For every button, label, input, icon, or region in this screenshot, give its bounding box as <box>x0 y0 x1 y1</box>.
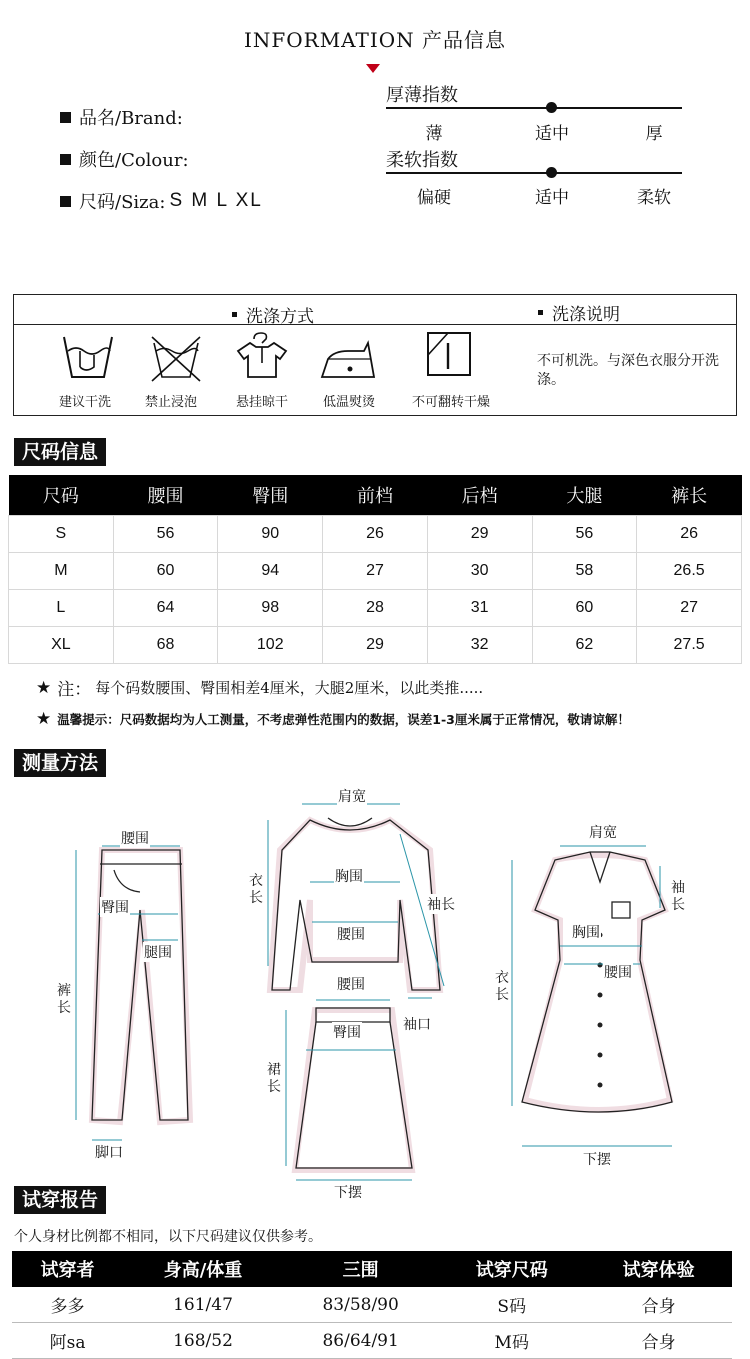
wash-note-title: 洗涤说明 <box>552 305 620 325</box>
size-options: S M L XL <box>169 190 263 211</box>
softness-index-title: 柔软指数 <box>386 150 458 171</box>
wash-label-low-iron: 低温熨烫 <box>322 395 375 410</box>
table-cell: 83/58/90 <box>283 1287 438 1323</box>
skirt-hip-label: 臀围 <box>332 1022 362 1042</box>
wash-label-dry-clean: 建议干洗 <box>58 395 111 410</box>
table-cell: 60 <box>532 590 637 627</box>
thickness-label-medium: 适中 <box>535 124 569 144</box>
top-cuff-label: 袖口 <box>402 1014 432 1034</box>
measure-heading: 测量方法 <box>14 749 106 777</box>
no-soak-icon <box>146 333 206 385</box>
size-info-heading: 尺码信息 <box>14 438 106 466</box>
dress-hem-label: 下摆 <box>582 1149 612 1169</box>
bullet-square-icon <box>60 196 71 207</box>
wash-label-no-soak: 禁止浸泡 <box>144 395 197 410</box>
softness-label-soft: 柔软 <box>637 188 671 208</box>
page-title: INFORMATION 产品信息 <box>243 28 507 52</box>
table-row <box>9 516 742 553</box>
table-cell: 26 <box>637 516 742 553</box>
top-sleeve-label: 袖长 <box>426 894 456 914</box>
table-row <box>9 590 742 627</box>
table-cell: 26.5 <box>637 553 742 590</box>
table-cell: 29 <box>323 627 428 664</box>
table-cell: 64 <box>113 590 218 627</box>
dress-sleeve-label: 袖长 <box>671 880 685 913</box>
table-cell: 合身 <box>585 1287 732 1323</box>
table-cell: M码 <box>438 1323 585 1359</box>
size-note-2 <box>36 709 630 729</box>
softness-label-medium: 适中 <box>535 188 569 208</box>
table-cell: 68 <box>113 627 218 664</box>
wash-note-heading <box>538 300 620 325</box>
table-cell: S <box>9 516 114 553</box>
size-col-header: 大腿 <box>532 475 637 516</box>
wash-method-title: 洗涤方式 <box>246 307 314 327</box>
trial-col-header: 三围 <box>283 1251 438 1287</box>
table-cell: 多多 <box>12 1287 123 1323</box>
table-cell: 27 <box>323 553 428 590</box>
top-shoulder-label: 肩宽 <box>337 786 367 806</box>
trial-heading: 试穿报告 <box>14 1186 106 1214</box>
trial-col-header: 身高/体重 <box>123 1251 283 1287</box>
table-cell: 60 <box>113 553 218 590</box>
size-col-header: 臀围 <box>218 475 323 516</box>
dress-waist-label: 腰围 <box>603 962 633 982</box>
table-cell: 合身 <box>585 1323 732 1359</box>
table-cell: 27.5 <box>637 627 742 664</box>
pants-waist-label: 腰围 <box>120 828 150 848</box>
thickness-index-title: 厚薄指数 <box>386 85 458 106</box>
trial-col-header: 试穿体验 <box>585 1251 732 1287</box>
skirt-length-label: 裙长 <box>267 1062 281 1095</box>
skirt-hem-label: 下摆 <box>333 1182 363 1202</box>
bullet-square-icon <box>60 154 71 165</box>
table-cell: M <box>9 553 114 590</box>
thickness-label-thick: 厚 <box>645 124 663 144</box>
pants-length-label: 裤长 <box>57 983 71 1016</box>
bullet-dot-icon <box>232 312 237 317</box>
table-cell: 31 <box>427 590 532 627</box>
table-cell: 58 <box>532 553 637 590</box>
low-iron-icon <box>318 333 378 385</box>
pants-hem-label: 脚口 <box>94 1142 124 1162</box>
trial-table <box>12 1251 732 1359</box>
dress-chest-label: 胸围 <box>571 922 601 942</box>
skirt-waist-label: 腰围 <box>336 974 366 994</box>
trial-col-header: 试穿者 <box>12 1251 123 1287</box>
pants-thigh-label: 腿围 <box>143 942 173 962</box>
size-col-header: 裤长 <box>637 475 742 516</box>
colour-label: 颜色/Colour: <box>79 150 189 171</box>
table-cell: 26 <box>323 516 428 553</box>
red-triangle-icon <box>366 64 380 73</box>
top-length-label: 衣长 <box>249 873 263 906</box>
size-table-header <box>9 475 742 516</box>
table-cell: 阿sa <box>12 1323 123 1359</box>
trial-table-header <box>12 1251 732 1287</box>
table-cell: 28 <box>323 590 428 627</box>
bullet-dot-icon <box>538 310 543 315</box>
bullet-square-icon <box>60 112 71 123</box>
softness-label-hard: 偏硬 <box>417 188 451 208</box>
size-note-1 <box>36 675 483 700</box>
dress-shoulder-label: 肩宽 <box>588 822 618 842</box>
colour-row <box>60 146 189 172</box>
size-row <box>60 188 263 214</box>
table-row <box>12 1323 732 1359</box>
no-tumble-dry-icon <box>418 331 478 383</box>
hand-wash-icon <box>58 333 118 385</box>
size-col-header: 后档 <box>427 475 532 516</box>
wash-label-no-tumble: 不可翻转干燥 <box>411 395 490 410</box>
table-cell: 56 <box>532 516 637 553</box>
wash-label-hang-dry: 悬挂晾干 <box>235 395 288 410</box>
brand-label: 品名/Brand: <box>79 108 183 129</box>
top-chest-label: 胸围 <box>334 866 364 886</box>
table-cell: 94 <box>218 553 323 590</box>
table-cell: L <box>9 590 114 627</box>
table-cell: 32 <box>427 627 532 664</box>
table-cell: 62 <box>532 627 637 664</box>
table-cell: 90 <box>218 516 323 553</box>
table-row <box>9 553 742 590</box>
note-prefix: 注： <box>57 680 92 700</box>
pants-hip-label: 臀围 <box>100 897 130 917</box>
table-cell: 86/64/91 <box>283 1323 438 1359</box>
wash-divider <box>13 324 737 325</box>
size-table <box>8 475 742 664</box>
thickness-level-dot <box>546 102 557 113</box>
thickness-label-thin: 薄 <box>425 124 443 144</box>
table-row <box>9 627 742 664</box>
top-waist-label: 腰围 <box>336 924 366 944</box>
table-cell: 102 <box>218 627 323 664</box>
star-icon: ★ <box>36 677 52 698</box>
table-cell: 98 <box>218 590 323 627</box>
size-label: 尺码/Siza: <box>79 192 166 213</box>
trial-subtitle: 个人身材比例都不相同，以下尺码建议仅供参考。 <box>14 1229 322 1245</box>
dress-length-label: 衣长 <box>495 970 509 1003</box>
table-cell: 29 <box>427 516 532 553</box>
table-row <box>12 1287 732 1323</box>
size-col-header: 前档 <box>323 475 428 516</box>
table-cell: 27 <box>637 590 742 627</box>
softness-level-dot <box>546 167 557 178</box>
size-col-header: 尺码 <box>9 475 114 516</box>
table-cell: 30 <box>427 553 532 590</box>
star-icon: ★ <box>36 709 52 729</box>
note-text: 温馨提示：尺码数据均为人工测量，不考虑弹性范围内的数据，误差1-3厘米属于正常情况，敬请谅解！ <box>57 712 630 727</box>
table-cell: 168/52 <box>123 1323 283 1359</box>
table-cell: 161/47 <box>123 1287 283 1323</box>
size-col-header: 腰围 <box>113 475 218 516</box>
thickness-index-line <box>386 107 682 109</box>
table-cell: XL <box>9 627 114 664</box>
note-text: 每个码数腰围、臀围相差4厘米，大腿2厘米，以此类推..... <box>95 679 484 697</box>
brand-row <box>60 104 183 130</box>
wash-method-heading <box>232 302 314 327</box>
table-cell: S码 <box>438 1287 585 1323</box>
trial-col-header: 试穿尺码 <box>438 1251 585 1287</box>
hang-dry-icon <box>232 331 292 383</box>
wash-note-text: 不可机洗。与深色衣服分开洗涤。 <box>537 353 719 388</box>
table-cell: 56 <box>113 516 218 553</box>
softness-index-line <box>386 172 682 174</box>
